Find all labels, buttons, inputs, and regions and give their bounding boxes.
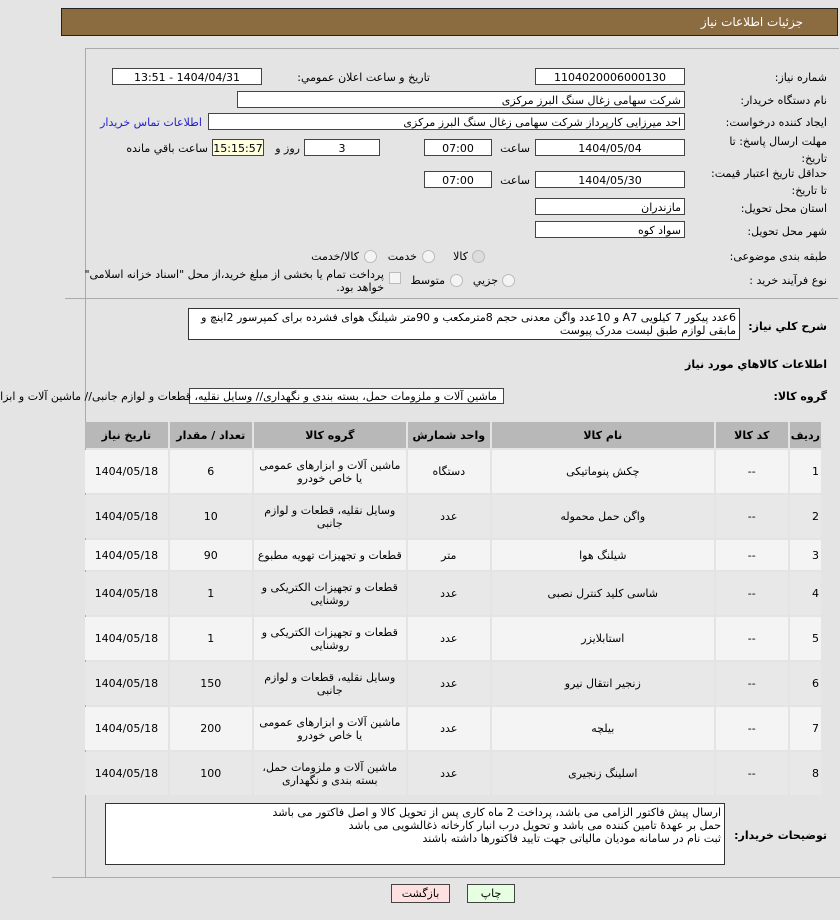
item-code: -- xyxy=(716,495,788,538)
item-code: -- xyxy=(716,617,788,660)
validity-time-label: ساعت xyxy=(500,174,530,187)
row-number: 8 xyxy=(790,752,821,795)
row-number: 1 xyxy=(790,450,821,493)
back-button[interactable]: بازگشت xyxy=(391,884,450,903)
table-row xyxy=(85,707,821,750)
item-name: بیلچه xyxy=(492,707,714,750)
goods-table xyxy=(83,420,823,797)
table-header-row xyxy=(85,422,821,448)
validity-date-field[interactable]: 1404/05/30 xyxy=(535,171,685,188)
days-label: روز و xyxy=(275,142,300,155)
item-name: استابلایزر xyxy=(492,617,714,660)
deadline-time-field[interactable]: 07:00 xyxy=(424,139,492,156)
item-quantity: 150 xyxy=(170,662,252,705)
col-date: تاریخ نیاز xyxy=(85,422,168,448)
goods-group-label: گروه کالا: xyxy=(773,390,827,403)
item-quantity: 200 xyxy=(170,707,252,750)
row-number: 4 xyxy=(790,572,821,615)
deadline-label-2: تاریخ: xyxy=(801,152,827,165)
creator-field[interactable]: احد میرزایی کارپرداز شرکت سهامی زغال سنگ البرز مرکزی xyxy=(208,113,685,130)
comment-line: ارسال پیش فاکتور الزامی می باشد، پرداخت 2 ماه کاری پس از تحویل کالا و اصل فاکتور می باشد xyxy=(272,806,721,819)
goods-section-title: اطلاعات کالاهاي مورد نیاز xyxy=(685,358,827,371)
item-code: -- xyxy=(716,540,788,570)
item-name: زنجیر انتقال نیرو xyxy=(492,662,714,705)
item-unit: عدد xyxy=(408,495,490,538)
col-qty: تعداد / مقدار xyxy=(170,422,252,448)
item-name: چکش پنوماتیکی xyxy=(492,450,714,493)
buyer-field[interactable]: شرکت سهامی زغال سنگ البرز مرکزی xyxy=(237,91,685,108)
item-quantity: 100 xyxy=(170,752,252,795)
row-number: 5 xyxy=(790,617,821,660)
comments-textarea[interactable] xyxy=(105,803,725,865)
validity-label: حداقل تاریخ اعتبار قیمت: xyxy=(711,167,827,180)
need-date: 1404/05/18 xyxy=(85,752,168,795)
days-field[interactable]: 3 xyxy=(304,139,380,156)
item-quantity: 6 xyxy=(170,450,252,493)
item-code: -- xyxy=(716,662,788,705)
col-code: کد کالا xyxy=(716,422,788,448)
category-option-service: خدمت xyxy=(387,250,417,263)
item-name: اسلینگ زنجیری xyxy=(492,752,714,795)
item-name: شیلنگ هوا xyxy=(492,540,714,570)
footer-divider xyxy=(52,877,840,878)
item-unit: عدد xyxy=(408,617,490,660)
item-group: قطعات و تجهیزات تهویه مطبوع xyxy=(254,540,406,570)
treasury-note: پرداخت تمام یا بخشی از مبلغ خرید،از محل "اسناد خزانه اسلامی" خواهد بود. xyxy=(84,268,384,294)
row-number: 3 xyxy=(790,540,821,570)
item-unit: عدد xyxy=(408,572,490,615)
remaining-time-field: 15:15:57 xyxy=(212,139,264,156)
need-date: 1404/05/18 xyxy=(85,540,168,570)
row-number: 2 xyxy=(790,495,821,538)
item-code: -- xyxy=(716,707,788,750)
need-date: 1404/05/18 xyxy=(85,495,168,538)
category-option-both: کالا/خدمت xyxy=(311,250,359,263)
category-option-goods: کالا xyxy=(453,250,468,263)
divider xyxy=(65,298,838,299)
goods-group-field[interactable]: ماشین آلات و ملزومات حمل، بسته بندی و نگهداری// وسایل نقلیه، قطعات و لوازم جانبی// ماشین آلات و ابزا xyxy=(189,388,504,404)
item-name: شاسی کلید کنترل نصبی xyxy=(492,572,714,615)
table-row xyxy=(85,617,821,660)
deadline-time-label: ساعت xyxy=(500,142,530,155)
item-quantity: 90 xyxy=(170,540,252,570)
col-row: ردیف xyxy=(790,422,821,448)
deadline-label: مهلت ارسال پاسخ: تا xyxy=(729,135,827,148)
need-date: 1404/05/18 xyxy=(85,662,168,705)
table-row xyxy=(85,752,821,795)
item-code: -- xyxy=(716,450,788,493)
comment-line: ثبت نام در سامانه مودیان مالیاتی جهت تایید فاکتورها داشته باشند xyxy=(422,832,721,845)
need-date: 1404/05/18 xyxy=(85,572,168,615)
description-label: شرح کلي نیاز: xyxy=(748,320,827,333)
table-row xyxy=(85,540,821,570)
validity-label-2: تا تاریخ: xyxy=(791,184,827,197)
need-date: 1404/05/18 xyxy=(85,707,168,750)
treasury-checkbox[interactable] xyxy=(389,272,401,284)
item-name: واگن حمل محموله xyxy=(492,495,714,538)
item-unit: عدد xyxy=(408,707,490,750)
deadline-date-field[interactable]: 1404/05/04 xyxy=(535,139,685,156)
announce-label: تاریخ و ساعت اعلان عمومي: xyxy=(297,71,430,84)
need-number-label: شماره نیاز: xyxy=(774,71,827,84)
page-header xyxy=(61,8,838,36)
col-name: نام کالا xyxy=(492,422,714,448)
row-number: 7 xyxy=(790,707,821,750)
item-code: -- xyxy=(716,572,788,615)
description-textarea[interactable]: 6عدد پیکور 7 کیلویی A7 و 10عدد واگن معدنی حجم 8مترمکعب و 90متر شیلنگ هوای فشرده برای کمپرسور 2اینچ و مابقی لوازم طبق لیست مدرک پیوست xyxy=(188,308,740,340)
province-label: استان محل تحویل: xyxy=(740,202,827,215)
comment-line: حمل بر عهدۀ تامین کننده می باشد و تحویل درب انبار کارخانه ذغالشویی می باشد xyxy=(348,819,721,832)
validity-time-field[interactable]: 07:00 xyxy=(424,171,492,188)
item-quantity: 10 xyxy=(170,495,252,538)
row-number: 6 xyxy=(790,662,821,705)
item-group: وسایل نقلیه، قطعات و لوازم جانبی xyxy=(254,495,406,538)
item-unit: متر xyxy=(408,540,490,570)
table-row xyxy=(85,495,821,538)
item-group: ماشین آلات و ابزارهای عمومی یا خاص خودرو xyxy=(254,707,406,750)
col-group: گروه کالا xyxy=(254,422,406,448)
item-group: قطعات و تجهیزات الکتریکی و روشنایی xyxy=(254,617,406,660)
item-group: قطعات و تجهیزات الکتریکی و روشنایی xyxy=(254,572,406,615)
comments-label: توضیحات خریدار: xyxy=(734,829,827,842)
item-group: ماشین آلات و ملزومات حمل، بسته بندی و نگهداری xyxy=(254,752,406,795)
item-quantity: 1 xyxy=(170,572,252,615)
need-date: 1404/05/18 xyxy=(85,450,168,493)
remaining-label: ساعت باقي مانده xyxy=(126,142,208,155)
province-field[interactable]: مازندران xyxy=(535,198,685,215)
item-code: -- xyxy=(716,752,788,795)
item-group: ماشین آلات و ابزارهای عمومی یا خاص خودرو xyxy=(254,450,406,493)
need-number-field[interactable]: 1104020006000130 xyxy=(535,68,685,85)
item-unit: عدد xyxy=(408,662,490,705)
need-date: 1404/05/18 xyxy=(85,617,168,660)
buyer-contact-link[interactable]: اطلاعات تماس خریدار xyxy=(100,116,202,129)
process-option-medium: متوسط xyxy=(410,274,445,287)
process-option-minor: جزیي xyxy=(472,274,498,287)
buyer-label: نام دستگاه خریدار: xyxy=(740,94,827,107)
category-radio-both[interactable] xyxy=(364,250,377,263)
process-radio-minor[interactable] xyxy=(502,274,515,287)
category-radio-goods[interactable] xyxy=(472,250,485,263)
col-unit: واحد شمارش xyxy=(408,422,490,448)
print-button[interactable]: چاپ xyxy=(467,884,515,903)
page-title: جزئیات اطلاعات نیاز xyxy=(700,15,803,29)
table-row xyxy=(85,450,821,493)
creator-label: ایجاد کننده درخواست: xyxy=(725,116,827,129)
process-label: نوع فرآیند خرید : xyxy=(749,274,827,287)
item-group: وسایل نقلیه، قطعات و لوازم جانبی xyxy=(254,662,406,705)
item-unit: دستگاه xyxy=(408,450,490,493)
city-field[interactable]: سواد کوه xyxy=(535,221,685,238)
table-row xyxy=(85,662,821,705)
announce-field[interactable]: 1404/04/31 - 13:51 xyxy=(112,68,262,85)
city-label: شهر محل تحویل: xyxy=(747,225,827,238)
item-unit: عدد xyxy=(408,752,490,795)
category-radio-service[interactable] xyxy=(422,250,435,263)
item-quantity: 1 xyxy=(170,617,252,660)
table-row xyxy=(85,572,821,615)
process-radio-medium[interactable] xyxy=(450,274,463,287)
category-label: طبقه بندی موضوعی: xyxy=(729,250,827,263)
